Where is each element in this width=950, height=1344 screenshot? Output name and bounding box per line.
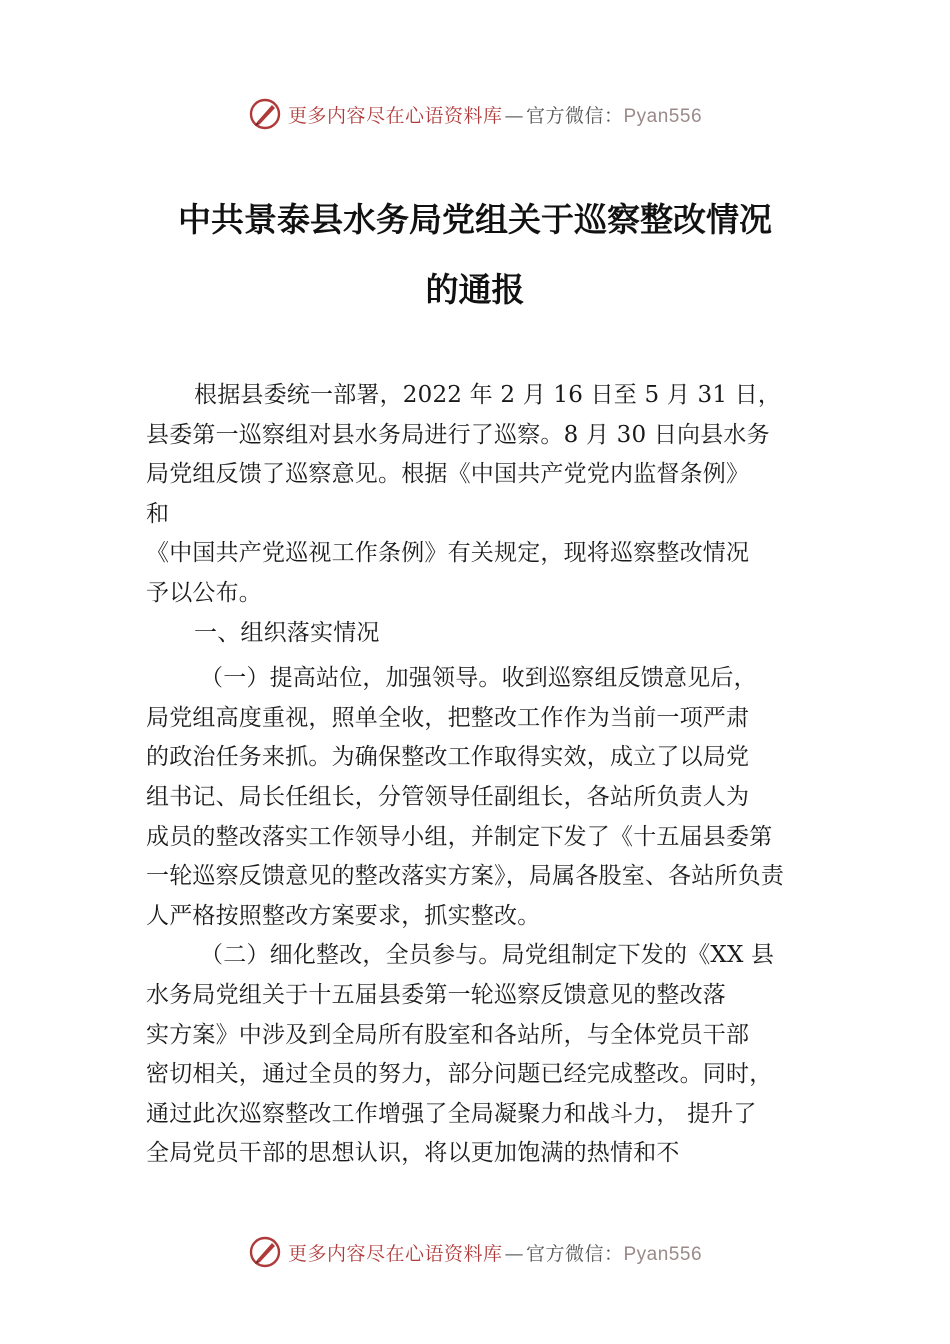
body-line: 全局党员干部的思想认识，将以更加饱满的热情和不	[146, 1140, 680, 1167]
banner-text	[288, 1239, 702, 1266]
body-line: 的政治任务来抓。为确保整改工作取得实效，成立了以局党	[146, 744, 750, 771]
body-line: 《中国共产党巡视工作条例》有关规定，现将巡察整改情况	[146, 540, 750, 567]
body-line: 局党组高度重视，照单全收，把整改工作作为当前一项严肃	[146, 704, 750, 731]
body-line: 局党组反馈了巡察意见。根据《中国共产党党内监督条例》	[146, 461, 750, 488]
body-line: 和	[146, 500, 170, 527]
header-banner	[0, 94, 950, 134]
pen-logo-icon	[248, 97, 282, 131]
document-title-line-2: 的通报	[425, 270, 525, 309]
body-line: 一轮巡察反馈意见的整改落实方案》，局属各股室、各站所负责	[146, 863, 785, 890]
footer-banner	[0, 1232, 950, 1272]
banner-main-text: 更多内容尽在心语资料库	[287, 104, 503, 127]
section-heading: 一、组织落实情况	[194, 619, 380, 646]
pen-logo-icon	[248, 1235, 282, 1269]
banner-wechat-id: Pyan556	[623, 1243, 703, 1265]
body-line: 予以公布。	[146, 579, 262, 606]
banner-main-text: 更多内容尽在心语资料库	[287, 1242, 503, 1265]
body-line: 县委第一巡察组对县水务局进行了巡察。8 月 30 日向县水务	[146, 421, 770, 448]
banner-wechat-id: Pyan556	[623, 105, 703, 127]
body-line: 密切相关，通过全员的努力，部分问题已经完成整改。同时，	[146, 1061, 773, 1088]
banner-text	[288, 101, 702, 128]
body-line: 根据县委统一部署，2022 年 2 月 16 日至 5 月 31 日，	[194, 382, 782, 408]
banner-wechat-label: 官方微信：	[525, 1242, 624, 1265]
banner-dash: —	[504, 104, 524, 127]
body-line: 人严格按照整改方案要求，抓实整改。	[146, 902, 541, 929]
banner-dash: —	[504, 1242, 524, 1265]
body-line: （二）细化整改，全员参与。局党组制定下发的《XX 县	[200, 942, 775, 969]
body-line: 成员的整改落实工作领导小组，并制定下发了《十五届县委第	[146, 823, 773, 850]
document-body	[146, 376, 826, 1174]
body-line: （一）提高站位，加强领导。收到巡察组反馈意见后，	[200, 665, 757, 692]
body-line: 组书记、局长任组长，分管领导任副组长，各站所负责人为	[146, 783, 750, 810]
body-line: 通过此次巡察整改工作增强了全局凝聚力和战斗力， 提升了	[146, 1100, 757, 1127]
body-line: 水务局党组关于十五届县委第一轮巡察反馈意见的整改落	[146, 981, 726, 1008]
banner-wechat-label: 官方微信：	[525, 104, 624, 127]
document-title-line-1: 中共景泰县水务局党组关于巡察整改情况	[178, 200, 772, 239]
body-line: 实方案》中涉及到全局所有股室和各站所，与全体党员干部	[146, 1021, 750, 1048]
